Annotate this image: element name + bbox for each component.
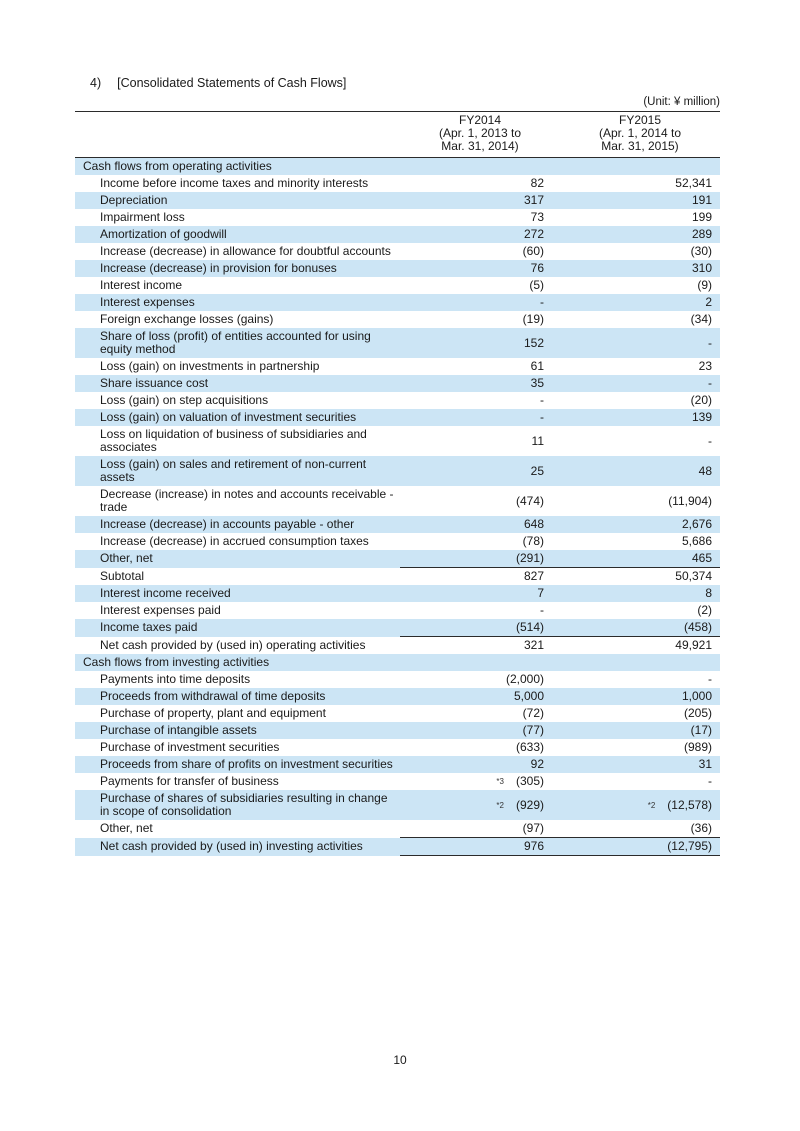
- cell-value: 7: [537, 586, 544, 600]
- cell-value: (305): [515, 774, 544, 788]
- cell-value: (9): [697, 278, 712, 292]
- cell-value: 25: [530, 463, 544, 478]
- cell-value: (989): [683, 740, 712, 754]
- cell-value: 317: [523, 193, 544, 207]
- header-fy2015-sub1: (Apr. 1, 2014 to: [598, 126, 682, 140]
- cell-value: 48: [698, 463, 712, 478]
- value-fy2015: [560, 671, 720, 688]
- cell-value: 2: [705, 295, 712, 309]
- value-fy2014: [400, 516, 560, 533]
- footnote-ref: *2: [496, 800, 504, 810]
- table-row: [75, 486, 720, 516]
- section-label: Cash flows from investing activities: [83, 655, 270, 669]
- footnote-ref: *3: [496, 777, 504, 786]
- table-row: [75, 739, 720, 756]
- row-label: Purchase of shares of subsidiaries resulting in change in scope of consolidation: [100, 791, 388, 818]
- cell-value: (2): [697, 603, 712, 617]
- row-label: Depreciation: [100, 193, 168, 207]
- table-row: [75, 790, 720, 820]
- row-label: Payments into time deposits: [100, 672, 251, 686]
- section-row: [75, 158, 720, 176]
- cashflow-table-wrap: [75, 111, 720, 856]
- row-label: Loss on liquidation of business of subsidiaries and associates: [100, 427, 367, 454]
- value-fy2015: [560, 328, 720, 358]
- table-row: [75, 550, 720, 568]
- value-fy2015: [560, 637, 720, 655]
- row-label: Interest income: [100, 278, 183, 292]
- header-fy2014-label: FY2014: [458, 113, 502, 127]
- table-header: [75, 112, 720, 158]
- value-fy2015: [560, 426, 720, 456]
- row-label: Other, net: [100, 821, 153, 836]
- value-fy2015: [560, 619, 720, 637]
- document-title: [90, 76, 346, 90]
- value-fy2014: [400, 375, 560, 392]
- value-fy2015: [560, 226, 720, 243]
- value-fy2014: [400, 294, 560, 311]
- value-fy2014: [400, 409, 560, 426]
- header-empty: [75, 112, 400, 158]
- row-label: Increase (decrease) in accrued consumption taxes: [100, 534, 369, 548]
- table-row: [75, 705, 720, 722]
- row-label: Proceeds from share of profits on investment securities: [100, 757, 393, 771]
- cell-value: (205): [683, 706, 712, 720]
- cell-value: -: [540, 603, 544, 617]
- row-label: Amortization of goodwill: [100, 227, 227, 241]
- table-row: [75, 209, 720, 226]
- value-fy2014: [400, 585, 560, 602]
- section-row: [75, 654, 720, 671]
- value-fy2014: [400, 773, 560, 790]
- cell-value: -: [708, 376, 712, 390]
- cell-value: (474): [515, 493, 544, 508]
- table-row: [75, 277, 720, 294]
- cell-value: 61: [530, 359, 544, 373]
- value-fy2015: [560, 358, 720, 375]
- value-fy2014: [400, 654, 560, 671]
- value-fy2014: [400, 550, 560, 568]
- row-label: Interest expenses: [100, 295, 195, 309]
- table-row: [75, 637, 720, 655]
- table-row: [75, 820, 720, 838]
- value-fy2015: [560, 486, 720, 516]
- value-fy2015: [560, 192, 720, 209]
- header-fy2015-sub2: Mar. 31, 2015): [601, 139, 679, 153]
- value-fy2014: [400, 392, 560, 409]
- value-fy2014: [400, 486, 560, 516]
- cashflow-table: [75, 111, 720, 856]
- title-text: [Consolidated Statements of Cash Flows]: [117, 76, 347, 90]
- row-label: Purchase of property, plant and equipment: [100, 706, 326, 720]
- value-fy2014: [400, 602, 560, 619]
- header-fy2015: [560, 112, 720, 158]
- value-fy2014: [400, 838, 560, 856]
- row-label: Purchase of investment securities: [100, 740, 280, 754]
- header-fy2014-sub1: (Apr. 1, 2013 to: [438, 126, 522, 140]
- value-fy2015: [560, 722, 720, 739]
- row-label: Foreign exchange losses (gains): [100, 312, 274, 326]
- cell-value: 976: [523, 839, 544, 853]
- cell-value: 5,686: [681, 534, 712, 548]
- cell-value: (633): [515, 740, 544, 754]
- table-row: [75, 294, 720, 311]
- value-fy2015: [560, 739, 720, 756]
- value-fy2015: [560, 705, 720, 722]
- table-row: [75, 688, 720, 705]
- value-fy2014: [400, 671, 560, 688]
- table-row: [75, 392, 720, 409]
- row-label: Impairment loss: [100, 210, 185, 224]
- table-row: [75, 358, 720, 375]
- cell-value: (60): [522, 244, 544, 258]
- cell-value: (19): [522, 312, 544, 326]
- value-fy2014: [400, 328, 560, 358]
- cashflow-table-body: [75, 158, 720, 856]
- table-row: [75, 722, 720, 739]
- row-label: Loss (gain) on valuation of investment securities: [100, 410, 357, 424]
- footnote-ref: *2: [647, 800, 656, 810]
- value-fy2014: [400, 358, 560, 375]
- table-row: [75, 175, 720, 192]
- table-row: [75, 773, 720, 790]
- value-fy2014: [400, 226, 560, 243]
- header-fy2014-sub2: Mar. 31, 2014): [441, 139, 519, 153]
- value-fy2014: [400, 277, 560, 294]
- row-label: Subtotal: [100, 568, 145, 583]
- row-label: Increase (decrease) in allowance for doubtful accounts: [100, 244, 391, 258]
- cell-value: 82: [530, 176, 544, 190]
- page-number: 10: [393, 1053, 407, 1067]
- cell-value: 827: [523, 569, 544, 583]
- value-fy2014: [400, 722, 560, 739]
- table-row: [75, 456, 720, 486]
- cell-value: -: [708, 433, 712, 448]
- value-fy2015: [560, 409, 720, 426]
- row-label: Interest income received: [100, 586, 231, 600]
- value-fy2014: [400, 637, 560, 655]
- cell-value: (12,578): [667, 797, 712, 812]
- cell-value: -: [540, 393, 544, 407]
- value-fy2014: [400, 568, 560, 586]
- value-fy2014: [400, 243, 560, 260]
- value-fy2014: [400, 311, 560, 328]
- value-fy2015: [560, 456, 720, 486]
- cell-value: 35: [530, 376, 544, 390]
- cell-value: 76: [530, 261, 544, 275]
- row-label: Increase (decrease) in provision for bonuses: [100, 261, 337, 275]
- value-fy2015: [560, 568, 720, 586]
- table-row: [75, 311, 720, 328]
- value-fy2014: [400, 209, 560, 226]
- table-row: [75, 426, 720, 456]
- table-row: [75, 409, 720, 426]
- row-label: Other, net: [100, 551, 153, 566]
- cell-value: 289: [691, 227, 712, 241]
- row-label: Share of loss (profit) of entities accounted for using equity method: [100, 329, 371, 356]
- cell-value: 648: [523, 517, 544, 531]
- value-fy2015: [560, 688, 720, 705]
- cell-value: (36): [690, 821, 712, 835]
- cell-value: -: [540, 295, 544, 309]
- cell-value: 73: [530, 210, 544, 224]
- cell-value: (77): [522, 723, 544, 737]
- value-fy2014: [400, 260, 560, 277]
- value-fy2014: [400, 619, 560, 637]
- value-fy2015: [560, 585, 720, 602]
- value-fy2015: [560, 209, 720, 226]
- value-fy2014: [400, 688, 560, 705]
- table-row: [75, 619, 720, 637]
- row-label: Interest expenses paid: [100, 603, 221, 617]
- cell-value: (17): [690, 723, 712, 737]
- cell-value: (20): [690, 393, 712, 407]
- cell-value: (11,904): [668, 493, 712, 508]
- value-fy2014: [400, 739, 560, 756]
- cell-value: (97): [522, 821, 544, 835]
- value-fy2015: [560, 550, 720, 568]
- cell-value: 5,000: [513, 689, 544, 703]
- table-row: [75, 516, 720, 533]
- cell-value: 191: [691, 193, 712, 207]
- cell-value: 2,676: [681, 517, 712, 531]
- cell-value: (291): [515, 551, 544, 565]
- cell-value: 321: [523, 638, 544, 652]
- cell-value: (2,000): [505, 672, 544, 686]
- value-fy2014: [400, 158, 560, 176]
- row-label: Loss (gain) on investments in partnership: [100, 359, 320, 373]
- value-fy2015: [560, 602, 720, 619]
- cell-value: 465: [691, 551, 712, 565]
- table-row: [75, 756, 720, 773]
- value-fy2014: [400, 790, 560, 820]
- row-label: Decrease (increase) in notes and accounts receivable - trade: [100, 487, 394, 514]
- value-fy2015: [560, 773, 720, 790]
- cell-value: 199: [691, 210, 712, 224]
- table-row: [75, 192, 720, 209]
- cell-value: (34): [690, 312, 712, 326]
- cell-value: 1,000: [681, 689, 712, 703]
- row-label: Loss (gain) on step acquisitions: [100, 393, 269, 407]
- cell-value: 8: [705, 586, 712, 600]
- cell-value: (514): [515, 620, 544, 634]
- value-fy2015: [560, 392, 720, 409]
- value-fy2015: [560, 175, 720, 192]
- title-number: 4): [90, 76, 102, 90]
- cell-value: 23: [698, 359, 712, 373]
- value-fy2015: [560, 790, 720, 820]
- row-label: Payments for transfer of business: [100, 774, 279, 788]
- cell-value: 152: [523, 335, 544, 350]
- cell-value: -: [708, 672, 712, 686]
- header-fy2014: [400, 112, 560, 158]
- value-fy2015: [560, 294, 720, 311]
- cell-value: (30): [690, 244, 712, 258]
- table-row: [75, 671, 720, 688]
- value-fy2015: [560, 243, 720, 260]
- cell-value: (78): [522, 534, 544, 548]
- row-label: Loss (gain) on sales and retirement of non-current assets: [100, 457, 367, 484]
- table-row: [75, 585, 720, 602]
- value-fy2015: [560, 654, 720, 671]
- cell-value: 49,921: [675, 638, 712, 652]
- header-fy2015-label: FY2015: [618, 113, 662, 127]
- value-fy2015: [560, 756, 720, 773]
- cell-value: -: [708, 774, 712, 788]
- row-label: Net cash provided by (used in) investing activities: [100, 839, 363, 853]
- row-label: Net cash provided by (used in) operating activities: [100, 637, 366, 652]
- table-row: [75, 226, 720, 243]
- cell-value: (12,795): [667, 839, 712, 853]
- cell-value: -: [540, 410, 544, 424]
- cell-value: 310: [691, 261, 712, 275]
- row-label: Income before income taxes and minority interests: [100, 176, 369, 190]
- cell-value: (929): [515, 797, 544, 812]
- table-row: [75, 533, 720, 550]
- value-fy2015: [560, 277, 720, 294]
- table-row: [75, 243, 720, 260]
- cell-value: 272: [523, 227, 544, 241]
- table-row: [75, 568, 720, 586]
- cell-value: 139: [691, 410, 712, 424]
- cell-value: (5): [529, 278, 544, 292]
- section-label: Cash flows from operating activities: [83, 159, 272, 173]
- row-label: Proceeds from withdrawal of time deposits: [100, 689, 326, 703]
- value-fy2014: [400, 533, 560, 550]
- value-fy2015: [560, 533, 720, 550]
- table-row: [75, 375, 720, 392]
- value-fy2015: [560, 838, 720, 856]
- cell-value: -: [708, 335, 712, 350]
- cell-value: (458): [683, 620, 712, 634]
- value-fy2014: [400, 456, 560, 486]
- cell-value: 52,341: [675, 176, 712, 190]
- row-label: Share issuance cost: [100, 376, 209, 390]
- value-fy2014: [400, 820, 560, 838]
- value-fy2014: [400, 705, 560, 722]
- unit-note: (Unit: ¥ million): [643, 96, 720, 108]
- row-label: Increase (decrease) in accounts payable - other: [100, 517, 355, 531]
- value-fy2014: [400, 426, 560, 456]
- cell-value: 31: [698, 757, 712, 771]
- table-row: [75, 328, 720, 358]
- cell-value: (72): [522, 706, 544, 720]
- value-fy2015: [560, 260, 720, 277]
- table-row: [75, 260, 720, 277]
- cell-value: 92: [530, 757, 544, 771]
- cell-value: 11: [531, 433, 544, 448]
- row-label: Purchase of intangible assets: [100, 723, 257, 737]
- value-fy2015: [560, 158, 720, 176]
- value-fy2014: [400, 756, 560, 773]
- table-row: [75, 838, 720, 856]
- value-fy2015: [560, 311, 720, 328]
- value-fy2014: [400, 175, 560, 192]
- value-fy2015: [560, 820, 720, 838]
- row-label: Income taxes paid: [100, 620, 198, 635]
- value-fy2015: [560, 516, 720, 533]
- value-fy2015: [560, 375, 720, 392]
- table-row: [75, 602, 720, 619]
- value-fy2014: [400, 192, 560, 209]
- cell-value: 50,374: [675, 569, 712, 583]
